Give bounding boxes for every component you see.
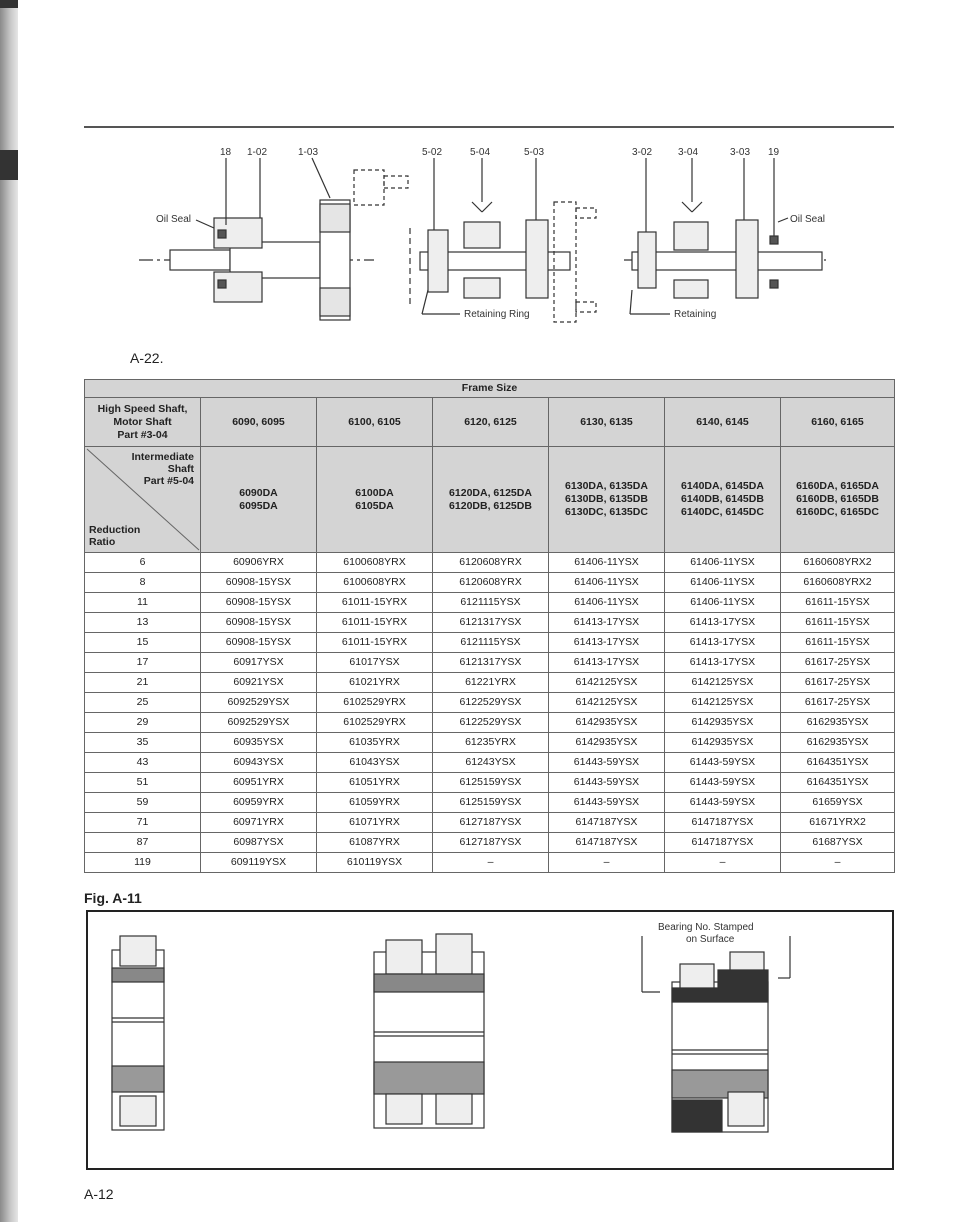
reduction-ratio-cell: 35 — [85, 733, 201, 753]
bearing-number-cell: 61413-17YSX — [665, 653, 781, 673]
frame-size-header: Frame Size — [85, 380, 895, 398]
bearing-number-cell: 61413-17YSX — [665, 633, 781, 653]
high-speed-frame-0: 6090, 6095 — [201, 398, 317, 447]
bearing-number-cell: 6160608YRX2 — [781, 573, 895, 593]
intermediate-part-0: 6090DA 6095DA — [201, 447, 317, 553]
reduction-ratio-cell: 13 — [85, 613, 201, 633]
reduction-ratio-cell: 119 — [85, 853, 201, 873]
table-row — [85, 593, 895, 613]
bearing-number-cell: 6162935YSX — [781, 733, 895, 753]
oil-seal-left-label: Oil Seal — [156, 214, 192, 225]
bearing-number-cell: 60921YSX — [201, 673, 317, 693]
bearing-number-cell: 6122529YSX — [433, 713, 549, 733]
bearing-number-cell: 61035YRX — [317, 733, 433, 753]
bearing-number-cell: 6125159YSX — [433, 773, 549, 793]
table-row — [85, 633, 895, 653]
table-row — [85, 733, 895, 753]
retaining-label: Retaining — [674, 309, 717, 320]
reduction-ratio-cell: 59 — [85, 793, 201, 813]
bearing-number-cell: 6147187YSX — [549, 813, 665, 833]
reduction-ratio-cell: 11 — [85, 593, 201, 613]
bearing-number-cell: 61671YRX2 — [781, 813, 895, 833]
bearing-number-cell: 6142125YSX — [549, 693, 665, 713]
table-row — [85, 673, 895, 693]
bearing-number-cell: 6092529YSX — [201, 713, 317, 733]
bearing-number-cell: 60917YSX — [201, 653, 317, 673]
reduction-ratio-cell: 29 — [85, 713, 201, 733]
bearing-number-cell: 60971YRX — [201, 813, 317, 833]
bearing-number-cell: 61659YSX — [781, 793, 895, 813]
bearing-number-cell: 61043YSX — [317, 753, 433, 773]
bearing-number-cell: 6100608YRX — [317, 553, 433, 573]
bearing-number-cell: – — [665, 853, 781, 873]
bearing-number-cell: 6102529YRX — [317, 693, 433, 713]
label-5-03: 5-03 — [524, 147, 545, 158]
bearing-number-cell: 60908-15YSX — [201, 633, 317, 653]
reduction-ratio-cell: 6 — [85, 553, 201, 573]
high-speed-frame-1: 6100, 6105 — [317, 398, 433, 447]
bearing-number-cell: 6121317YSX — [433, 613, 549, 633]
label-5-04: 5-04 — [470, 147, 491, 158]
bearing-number-cell: 61051YRX — [317, 773, 433, 793]
bearing-number-cell: 6142935YSX — [549, 713, 665, 733]
bearing-number-cell: 61235YRX — [433, 733, 549, 753]
bearing-number-cell: 60908-15YSX — [201, 593, 317, 613]
label-1-03: 1-03 — [298, 147, 319, 158]
bearing-number-cell: 61243YSX — [433, 753, 549, 773]
bearing-number-cell: 61059YRX — [317, 793, 433, 813]
bearing-number-cell: 60935YSX — [201, 733, 317, 753]
bearing-number-cell: 60908-15YSX — [201, 573, 317, 593]
table-row — [85, 573, 895, 593]
bearing-number-cell: 6102529YRX — [317, 713, 433, 733]
bearing-number-cell: 609119YSX — [201, 853, 317, 873]
bearing-frame-table — [84, 379, 895, 873]
bearing-number-cell: 6142935YSX — [549, 733, 665, 753]
bearing-number-cell: – — [781, 853, 895, 873]
table-row — [85, 793, 895, 813]
bearing-number-cell: 6122529YSX — [433, 693, 549, 713]
bearing-number-cell: 61406-11YSX — [549, 593, 665, 613]
high-speed-frame-2: 6120, 6125 — [433, 398, 549, 447]
bearing-number-cell: 6125159YSX — [433, 793, 549, 813]
table-row — [85, 693, 895, 713]
bearing-number-cell: 6142125YSX — [665, 673, 781, 693]
high-speed-frame-5: 6160, 6165 — [781, 398, 895, 447]
bearing-number-cell: 61021YRX — [317, 673, 433, 693]
bearing-number-cell: 60951YRX — [201, 773, 317, 793]
bearing-number-cell: 60959YRX — [201, 793, 317, 813]
page-number: A-12 — [84, 1186, 114, 1202]
bearing-number-cell: 6092529YSX — [201, 693, 317, 713]
bearing-number-cell: 61443-59YSX — [665, 793, 781, 813]
bearing-number-cell: 61617-25YSX — [781, 653, 895, 673]
reduction-ratio-cell: 21 — [85, 673, 201, 693]
label-5-02: 5-02 — [422, 147, 443, 158]
bearing-number-cell: 61406-11YSX — [665, 553, 781, 573]
diagram-caption: A-22. — [130, 350, 164, 366]
reduction-ratio-cell: 43 — [85, 753, 201, 773]
bearing-number-cell: – — [433, 853, 549, 873]
intermediate-part-3: 6130DA, 6135DA 6130DB, 6135DB 6130DC, 6135DC — [549, 447, 665, 553]
bearing-number-cell: 6162935YSX — [781, 713, 895, 733]
bearing-number-cell: 6147187YSX — [665, 833, 781, 853]
bearing-number-cell: 6147187YSX — [665, 813, 781, 833]
bearing-number-cell: 6142125YSX — [549, 673, 665, 693]
bearing-number-cell: 61413-17YSX — [549, 633, 665, 653]
bearing-number-cell: 6142935YSX — [665, 713, 781, 733]
intermediate-shaft-header: Intermediate Shaft Part #5-04 Reduction Ratio — [85, 447, 201, 553]
table-row — [85, 753, 895, 773]
bearing-number-cell: 61443-59YSX — [549, 773, 665, 793]
table-row — [85, 773, 895, 793]
label-3-03: 3-03 — [730, 147, 751, 158]
bearing-number-cell: 6142935YSX — [665, 733, 781, 753]
bearing-number-cell: 61017YSX — [317, 653, 433, 673]
bearing-number-cell: 6121317YSX — [433, 653, 549, 673]
figure-label: Fig. A-11 — [84, 890, 142, 906]
label-19: 19 — [768, 147, 780, 158]
bearing-number-cell: 61413-17YSX — [549, 613, 665, 633]
reduction-ratio-cell: 8 — [85, 573, 201, 593]
bearing-number-cell: 61011-15YRX — [317, 593, 433, 613]
bearing-number-cell: 61406-11YSX — [549, 553, 665, 573]
bearing-number-cell: 6120608YRX — [433, 553, 549, 573]
bearing-number-cell: 6160608YRX2 — [781, 553, 895, 573]
bearing-number-cell: 6164351YSX — [781, 773, 895, 793]
reduction-ratio-cell: 17 — [85, 653, 201, 673]
bearing-number-cell: 6147187YSX — [549, 833, 665, 853]
book-binding-edge — [0, 0, 18, 1222]
reduction-ratio-cell: 51 — [85, 773, 201, 793]
bearing-number-cell: 61087YRX — [317, 833, 433, 853]
bearing-number-cell: 6100608YRX — [317, 573, 433, 593]
bearing-number-cell: 61221YRX — [433, 673, 549, 693]
table-row — [85, 553, 895, 573]
table-row — [85, 653, 895, 673]
gear-shaft-diagram — [84, 140, 844, 325]
bearing-number-cell: 61011-15YRX — [317, 633, 433, 653]
bearing-number-cell: 61617-25YSX — [781, 673, 895, 693]
bearing-number-cell: 61617-25YSX — [781, 693, 895, 713]
table-row — [85, 713, 895, 733]
bearing-number-cell: 60908-15YSX — [201, 613, 317, 633]
intermediate-part-2: 6120DA, 6125DA 6120DB, 6125DB — [433, 447, 549, 553]
bearing-number-cell: 6127187YSX — [433, 813, 549, 833]
bearing-note-line2: on Surface — [686, 934, 735, 945]
bearing-number-cell: 61443-59YSX — [665, 753, 781, 773]
high-speed-frame-3: 6130, 6135 — [549, 398, 665, 447]
reduction-ratio-cell: 25 — [85, 693, 201, 713]
bearing-number-cell: 61611-15YSX — [781, 593, 895, 613]
table-row — [85, 613, 895, 633]
bearing-number-cell: 6164351YSX — [781, 753, 895, 773]
bearing-number-cell: – — [549, 853, 665, 873]
reduction-ratio-cell: 71 — [85, 813, 201, 833]
retaining-ring-label: Retaining Ring — [464, 309, 530, 320]
bearing-number-cell: 60906YRX — [201, 553, 317, 573]
intermediate-part-5: 6160DA, 6165DA 6160DB, 6165DB 6160DC, 6165DC — [781, 447, 895, 553]
label-3-02: 3-02 — [632, 147, 653, 158]
bearing-number-cell: 61611-15YSX — [781, 633, 895, 653]
table-row — [85, 833, 895, 853]
bearing-number-cell: 61611-15YSX — [781, 613, 895, 633]
bearing-number-cell: 61406-11YSX — [665, 573, 781, 593]
high-speed-shaft-header: High Speed Shaft, Motor Shaft Part #3-04 — [85, 398, 201, 447]
bearing-number-cell: 61011-15YRX — [317, 613, 433, 633]
bearing-number-cell: 60987YSX — [201, 833, 317, 853]
label-3-04: 3-04 — [678, 147, 699, 158]
reduction-ratio-cell: 87 — [85, 833, 201, 853]
bearing-number-cell: 61443-59YSX — [665, 773, 781, 793]
bearing-illustrations — [88, 912, 892, 1168]
oil-seal-right-label: Oil Seal — [790, 214, 826, 225]
label-18: 18 — [220, 147, 232, 158]
bearing-number-cell: 61413-17YSX — [549, 653, 665, 673]
bearing-number-cell: 61406-11YSX — [665, 593, 781, 613]
bearing-number-cell: 6127187YSX — [433, 833, 549, 853]
bearing-number-cell: 61413-17YSX — [665, 613, 781, 633]
bearing-number-cell: 6121115YSX — [433, 633, 549, 653]
bearing-illustration-box — [86, 910, 894, 1170]
top-rule — [84, 126, 894, 128]
intermediate-part-1: 6100DA 6105DA — [317, 447, 433, 553]
bearing-number-cell: 6120608YRX — [433, 573, 549, 593]
high-speed-frame-4: 6140, 6145 — [665, 398, 781, 447]
bearing-number-cell: 6142125YSX — [665, 693, 781, 713]
intermediate-part-4: 6140DA, 6145DA 6140DB, 6145DB 6140DC, 6145DC — [665, 447, 781, 553]
table-row — [85, 853, 895, 873]
bearing-number-cell: 61071YRX — [317, 813, 433, 833]
bearing-number-cell: 61406-11YSX — [549, 573, 665, 593]
bearing-number-cell: 61443-59YSX — [549, 753, 665, 773]
bearing-number-cell: 6121115YSX — [433, 593, 549, 613]
bearing-number-cell: 610119YSX — [317, 853, 433, 873]
bearing-number-cell: 60943YSX — [201, 753, 317, 773]
bearing-number-cell: 61443-59YSX — [549, 793, 665, 813]
reduction-ratio-cell: 15 — [85, 633, 201, 653]
bearing-note-line1: Bearing No. Stamped — [658, 922, 754, 933]
label-1-02: 1-02 — [247, 147, 268, 158]
bearing-number-cell: 61687YSX — [781, 833, 895, 853]
table-row — [85, 813, 895, 833]
